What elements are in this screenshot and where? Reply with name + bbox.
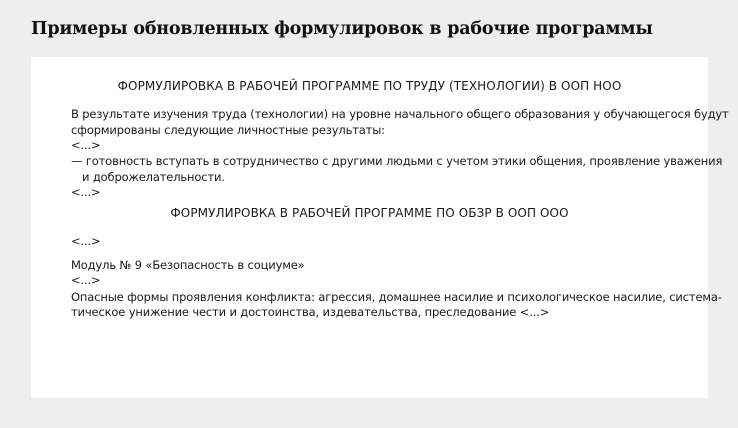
ellipsis-marker: <...> bbox=[71, 138, 101, 152]
list-item: — готовность вступать в сотрудничество с другими людьми с учетом этики общения, проявление уважения bbox=[71, 154, 723, 168]
section-heading-obzr: ФОРМУЛИРОВКА В РАБОЧЕЙ ПРОГРАММЕ ПО ОБЗР В ООП ООО bbox=[170, 206, 569, 220]
document-card bbox=[31, 57, 729, 398]
ellipsis-marker: <...> bbox=[71, 234, 101, 248]
module-title: Модуль № 9 «Безопасность в социуме» bbox=[71, 258, 305, 272]
paragraph-line: тическое унижение чести и достоинства, издевательства, преследование <...> bbox=[71, 305, 550, 319]
paragraph-line: сформированы следующие личностные результаты: bbox=[71, 123, 385, 137]
list-item-continuation: и доброжелательности. bbox=[82, 170, 225, 184]
paragraph-line: Опасные формы проявления конфликта: агрессия, домашнее насилие и психологическое насилие, системa- bbox=[71, 290, 722, 304]
section-heading-trud: ФОРМУЛИРОВКА В РАБОЧЕЙ ПРОГРАММЕ ПО ТРУДУ (ТЕХНОЛОГИИ) В ООП НОО bbox=[117, 79, 622, 93]
ellipsis-marker: <...> bbox=[71, 273, 101, 287]
ellipsis-marker: <...> bbox=[71, 185, 101, 199]
page-title: Примеры обновленных формулировок в рабочие программы bbox=[31, 19, 653, 39]
paragraph-line: В результате изучения труда (технологии) на уровне начального общего образования у обучающегося будут bbox=[71, 107, 729, 121]
